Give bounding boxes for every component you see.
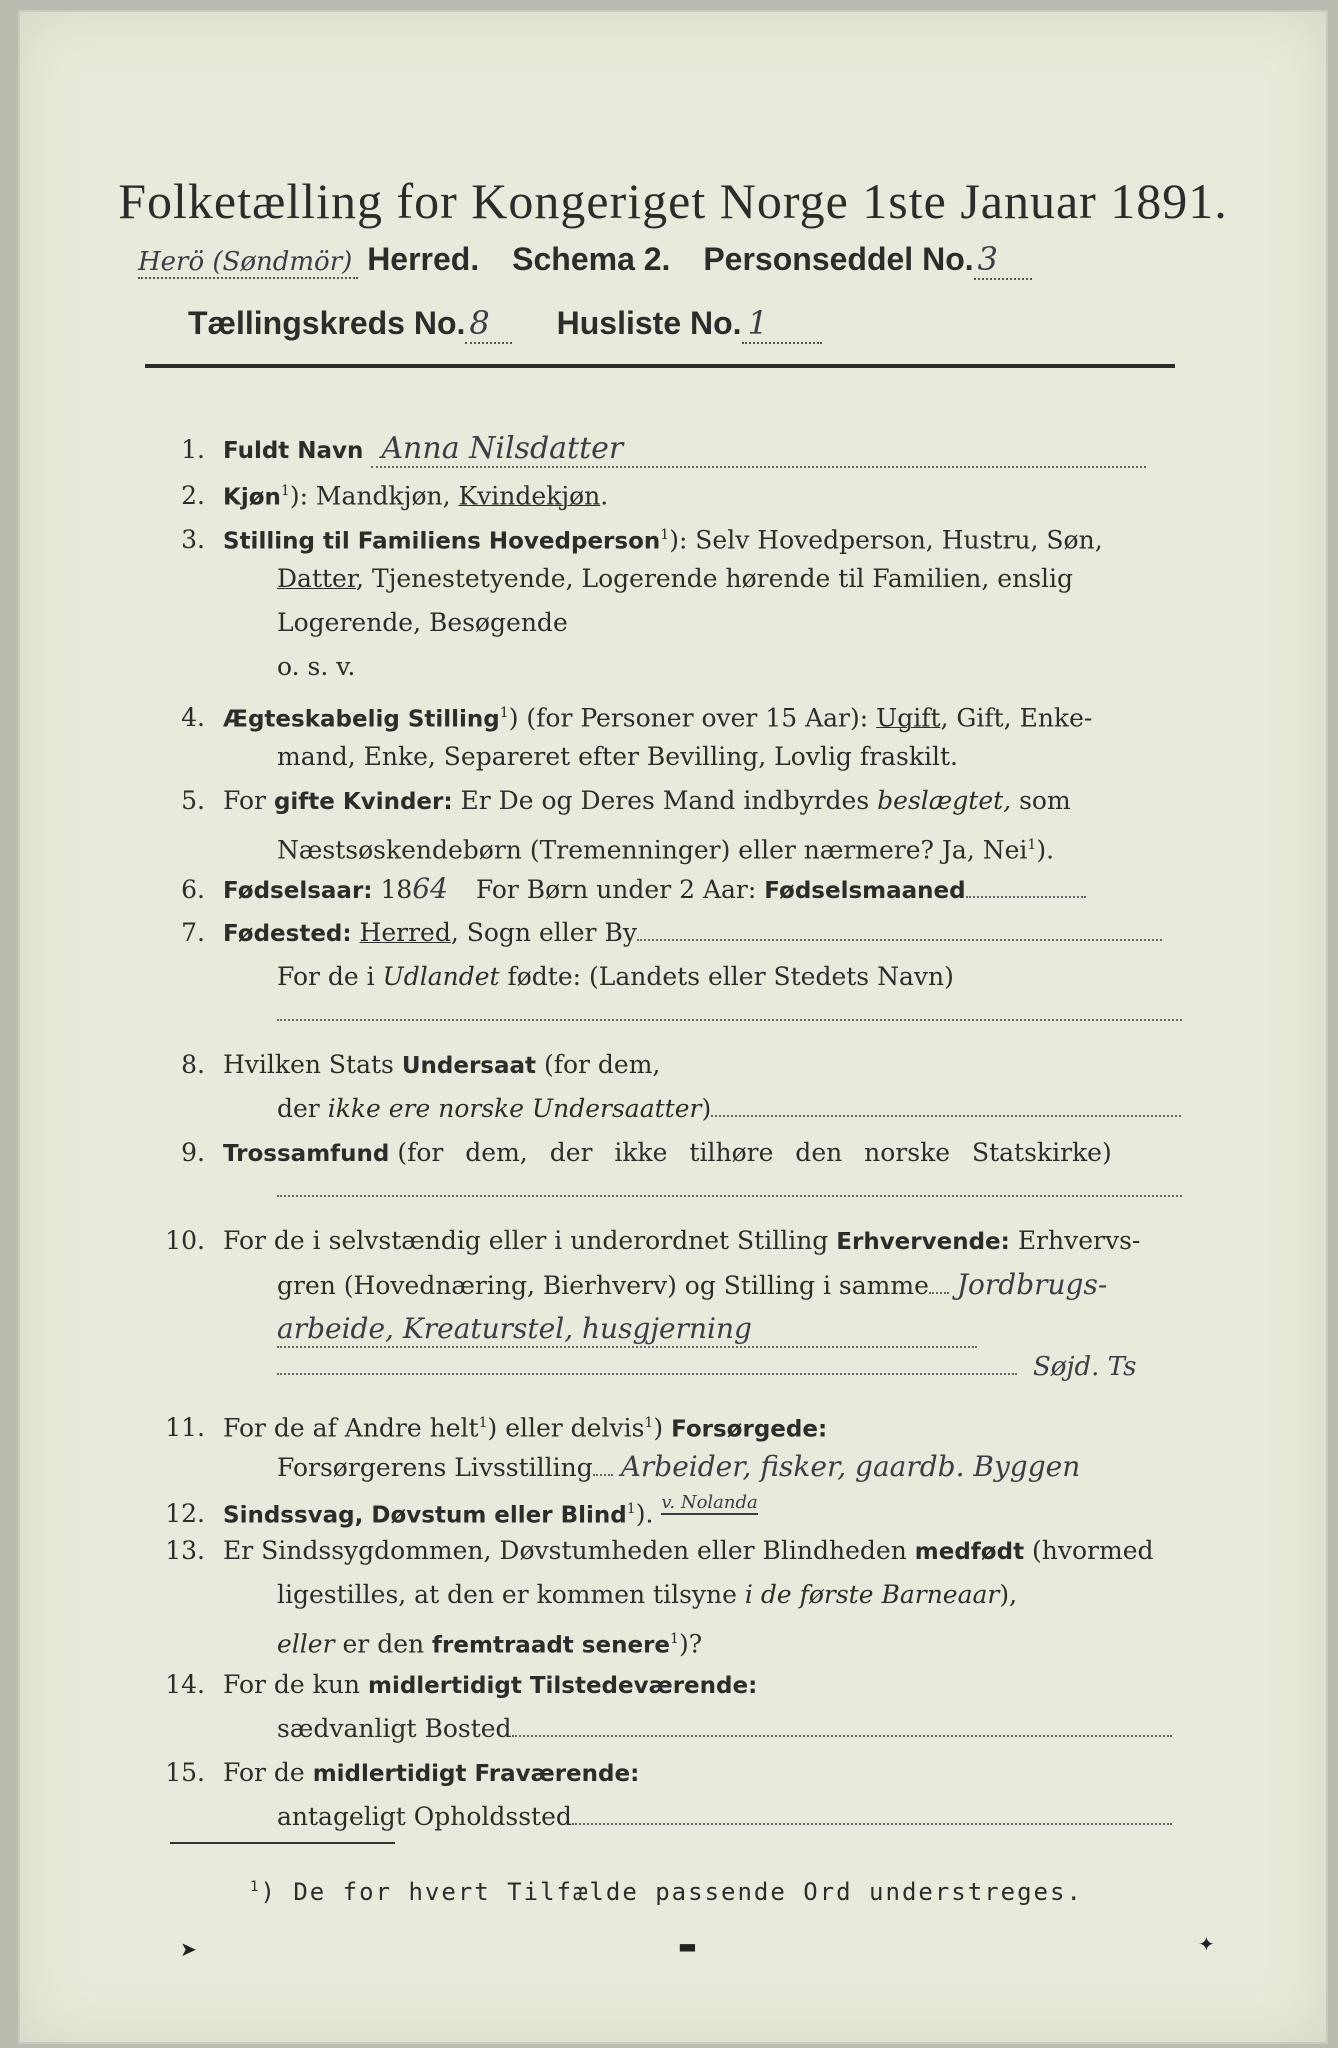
personseddel-label: Personseddel No. — [703, 241, 974, 277]
item-text: ): Mandkjøn, — [289, 481, 451, 511]
item-text-italic: i de første Barneaar — [744, 1580, 1000, 1609]
header-rule — [145, 364, 1175, 368]
item-text: For — [223, 786, 266, 815]
item-14 — [155, 1668, 1195, 1703]
item-text: ). — [1036, 835, 1055, 865]
item-number: 1. — [181, 435, 205, 464]
birth-year-prefix: 18 — [380, 875, 413, 904]
item-label: medfødt — [914, 1539, 1025, 1565]
item-14-line-2 — [155, 1712, 1317, 1746]
item-5 — [155, 784, 1195, 819]
herred-value: Herö (Søndmör) — [138, 247, 358, 279]
item-text: (for dem, der ikke tilhøre den norske Statskirke) — [397, 1138, 1112, 1167]
item-9-fill-line — [155, 1172, 1317, 1206]
item-5-line-2 — [155, 828, 1317, 867]
husliste-value: 1 — [742, 304, 822, 344]
item-text: (for dem, — [543, 1050, 661, 1079]
ink-mark-center: ▬ — [678, 1934, 697, 1958]
footnote-ref: 1 — [250, 1879, 261, 1895]
item-15-line-2 — [155, 1800, 1317, 1834]
herred-label: Herred. — [367, 241, 480, 277]
item-1 — [155, 432, 1195, 468]
item-text-italic: ikke ere norske Undersaatter — [327, 1094, 702, 1123]
item-label: Trossamfund — [223, 1141, 390, 1167]
item-15 — [155, 1756, 1195, 1791]
item-text: )? — [678, 1629, 703, 1659]
item-text: Hvilken Stats — [223, 1050, 394, 1079]
ink-mark-right: ✦ — [1198, 1932, 1215, 1956]
schema-label: Schema 2. — [512, 241, 671, 277]
item-6 — [155, 872, 1195, 908]
item-text: ): Selv Hovedperson, Hustru, Søn, — [669, 525, 1103, 555]
name-value: Anna Nilsdatter — [371, 432, 1146, 468]
item-number: 14. — [165, 1670, 205, 1699]
item-text: Næstsøskendebørn (Tremenninger) eller nærmere? Ja, Nei — [277, 835, 1028, 865]
item-text: (hvormed — [1032, 1536, 1154, 1565]
item-number: 12. — [165, 1499, 205, 1529]
item-text: For de i — [277, 962, 375, 991]
item-3-line-3 — [155, 606, 1317, 640]
item-2: 2. Kjøn$^1$): Mandkjøn, Kvindekjøn. — [155, 474, 1195, 514]
item-3-line-2 — [155, 562, 1317, 596]
item-text: For Børn under 2 Aar: — [475, 875, 757, 904]
gender-selected: Kvindekjøn — [458, 481, 601, 511]
item-label: Erhvervende: — [836, 1229, 1010, 1255]
provider-occupation-value: Arbeider, fisker, gaardb. Byggen — [620, 1450, 1081, 1483]
item-number: 3. — [181, 525, 205, 555]
item-text: , Gift, Enke- — [940, 703, 1093, 733]
item-number: 8. — [181, 1050, 205, 1079]
husliste-label: Husliste No. — [556, 305, 742, 341]
item-4-line-2 — [155, 740, 1317, 774]
item-label: Stilling til Familiens Hovedperson — [223, 528, 661, 555]
item-text: der — [277, 1094, 320, 1123]
occupation-value-c: Søjd. Ts — [1032, 1352, 1137, 1382]
item-text: For de i selvstændig eller i underordnet Stilling — [223, 1226, 829, 1255]
item-number: 7. — [181, 918, 205, 947]
birthplace-selected: Herred — [359, 918, 451, 947]
item-text: Erhvervs- — [1017, 1226, 1141, 1255]
item-text-italic: eller — [277, 1629, 335, 1659]
footnote-ref: 1 — [644, 1415, 654, 1431]
item-text-italic: beslægtet, — [877, 786, 1012, 815]
item-label: Fuldt Navn — [223, 438, 364, 464]
footnote-rule — [170, 1842, 395, 1844]
item-text: gren (Hovednæring, Bierhverv) og Stilling i samme — [277, 1271, 929, 1300]
item-text: er den — [342, 1629, 425, 1659]
footnote-ref: 1 — [478, 1415, 488, 1431]
item-text: Forsørgerens Livsstilling — [277, 1453, 593, 1482]
footnote-ref: 1 — [280, 483, 290, 499]
item-3-line-4 — [155, 650, 1317, 684]
item-text: ) eller delvis — [487, 1413, 645, 1443]
disability-value: v. Nolanda — [661, 1492, 758, 1514]
item-10-line-2 — [155, 1268, 1317, 1303]
item-label: Fødselsaar: — [223, 878, 373, 904]
item-text: fødte: (Landets eller Stedets Navn) — [507, 962, 954, 991]
footnote-ref: 1 — [670, 1631, 679, 1647]
item-text: Logerende, Besøgende — [277, 608, 568, 637]
item-text: antageligt Opholdssted — [277, 1802, 572, 1831]
item-text: mand, Enke, Separeret efter Bevilling, Lovlig fraskilt. — [277, 742, 958, 771]
item-10 — [155, 1224, 1195, 1259]
item-text: For de kun — [223, 1670, 361, 1699]
item-label: midlertidigt Tilstedeværende: — [367, 1673, 758, 1699]
occupation-value-a: Jordbrugs- — [956, 1268, 1108, 1301]
item-number: 15. — [165, 1758, 205, 1787]
item-text: ligestilles, at den er kommen tilsyne — [277, 1580, 737, 1609]
item-7-fill-line — [155, 996, 1317, 1030]
item-text: , Tjenestetyende, Logerende hørende til Familien, enslig — [356, 564, 1074, 593]
item-text: sædvanligt Bosted — [277, 1714, 512, 1743]
item-label: fremtraadt senere — [432, 1632, 671, 1659]
census-form — [18, 10, 1328, 2044]
item-text: ). — [635, 1499, 654, 1529]
item-number: 9. — [181, 1138, 205, 1167]
footnote-ref: 1 — [626, 1501, 636, 1517]
item-text: Er De og Deres Mand indbyrdes — [460, 786, 870, 815]
item-text-italic: Udlandet — [382, 962, 500, 991]
item-4 — [155, 696, 1195, 736]
footnote-text: ) De for hvert Tilfælde passende Ord understreges. — [260, 1878, 1083, 1906]
position-selected: Datter — [277, 564, 357, 593]
item-text: Er Sindssygdommen, Døvstumheden eller Blindheden — [223, 1536, 907, 1565]
item-10-fill-line — [155, 1350, 1317, 1384]
item-text: ) — [653, 1413, 664, 1443]
header-row-kreds — [188, 304, 1088, 342]
item-13 — [155, 1534, 1195, 1569]
item-number: 10. — [165, 1226, 205, 1255]
item-text: ) — [701, 1094, 712, 1123]
item-text: ), — [999, 1580, 1018, 1609]
footnote-ref: 1 — [1027, 837, 1037, 853]
kreds-value: 8 — [465, 304, 511, 344]
item-number: 13. — [165, 1536, 205, 1565]
item-label: gifte Kvinder: — [273, 789, 453, 815]
personseddel-value: 3 — [974, 240, 1032, 280]
item-12 — [155, 1492, 1195, 1534]
item-label: Kjøn — [223, 484, 281, 511]
item-text: som — [1019, 786, 1071, 815]
item-number: 11. — [165, 1413, 205, 1443]
item-text: For de — [223, 1758, 305, 1787]
item-number: 6. — [181, 875, 205, 904]
footnote — [250, 1878, 1083, 1906]
header-row-herred — [138, 240, 1198, 278]
item-text: o. s. v. — [277, 652, 356, 681]
ink-mark-left: ➤ — [180, 1937, 197, 1961]
item-13-line-3 — [155, 1622, 1317, 1662]
marital-selected: Ugift — [876, 703, 941, 733]
item-11-line-2 — [155, 1450, 1317, 1485]
item-8-line-2 — [155, 1092, 1317, 1126]
item-label: Ægteskabelig Stilling — [223, 706, 500, 733]
item-text: For de af Andre helt — [223, 1413, 479, 1443]
item-9 — [155, 1136, 1195, 1171]
birth-year-value: 64 — [412, 872, 448, 905]
item-13-line-2 — [155, 1578, 1317, 1612]
item-label: midlertidigt Fraværende: — [312, 1761, 640, 1787]
item-8 — [155, 1048, 1195, 1083]
item-10-line-3 — [155, 1312, 1317, 1348]
item-text: , Sogn eller By — [450, 918, 637, 947]
item-7 — [155, 916, 1195, 951]
item-3 — [155, 518, 1195, 558]
item-text: ) (for Personer over 15 Aar): — [508, 703, 869, 733]
footnote-ref: 1 — [660, 527, 670, 543]
item-11 — [155, 1406, 1195, 1446]
occupation-value-b: arbeide, Kreaturstel, husgjerning — [277, 1312, 977, 1348]
item-label: Undersaat — [401, 1053, 537, 1079]
item-number: 2. — [181, 481, 205, 511]
footnote-ref: 1 — [499, 705, 509, 721]
form-title: Folketælling for Kongeriget Norge 1ste Januar 1891. — [118, 173, 1228, 229]
item-number: 4. — [181, 703, 205, 733]
kreds-label: Tællingskreds No. — [188, 305, 466, 341]
item-7-line-2 — [155, 960, 1317, 994]
item-label: Fødselsmaaned — [764, 878, 966, 904]
item-label: Sindssvag, Døvstum eller Blind — [223, 1502, 627, 1529]
item-number: 5. — [181, 786, 205, 815]
item-label: Forsørgede: — [671, 1416, 828, 1443]
item-label: Fødested: — [223, 921, 352, 947]
